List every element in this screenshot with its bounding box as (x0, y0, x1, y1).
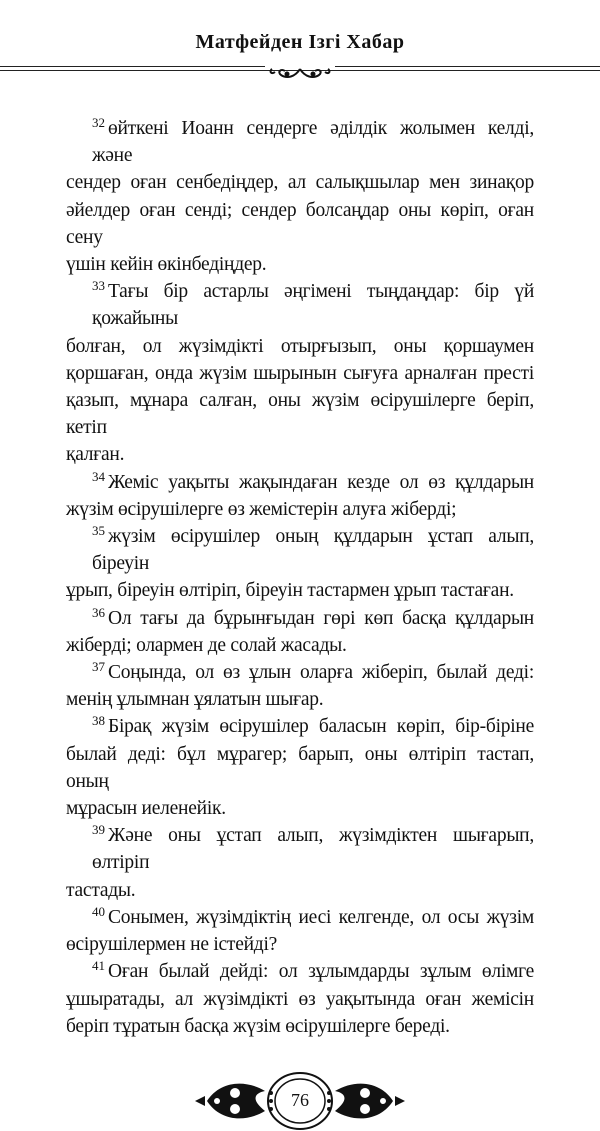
header-ornament-icon (265, 63, 335, 83)
page-body (66, 115, 534, 1131)
verse-line (66, 931, 534, 958)
verse-line (66, 197, 534, 251)
verse-line (66, 387, 534, 441)
verse-number: 38 (92, 713, 105, 729)
verse-line-text: Ол тағы да бұрынғыдан гөрі көп басқа құлдарын (108, 607, 534, 629)
verse-line-text: Соңында, ол өз ұлын оларға жіберіп, былай деді: (108, 662, 534, 684)
verse-number: 40 (92, 903, 105, 919)
verse-line (66, 469, 534, 496)
verse-line (66, 822, 534, 876)
verse-line (66, 958, 534, 985)
verse-line (66, 251, 534, 278)
verse-line (66, 441, 534, 468)
verse-line-text: қалған. (66, 444, 125, 466)
verse-line-text: Оған былай дейді: ол зұлымдарды зұлым өлімге (108, 961, 534, 983)
verse-line-text: тастады. (66, 879, 136, 901)
verse-line-text: ұшыратады, ал жүзімдікті өз уақытында оған жемісін (66, 988, 534, 1010)
verse-line (66, 115, 534, 169)
verse-line (66, 986, 534, 1013)
verse-line (66, 795, 534, 822)
verse-line-text: Бірақ жүзім өсірушілер баласын көріп, бір-біріне (108, 716, 534, 738)
verse-line (66, 713, 534, 740)
verse-line (66, 577, 534, 604)
verse-line-text: әйелдер оған сенді; сендер болсаңдар оны көріп, оған сену (66, 199, 534, 248)
verse-line (66, 632, 534, 659)
verse-line (66, 904, 534, 931)
verse-line-text: беріп тұратын басқа жүзім өсірушілерге береді. (66, 1015, 450, 1037)
verse-line-text: Және оны ұстап алып, жүзімдіктен шығарып, өлтіріп (92, 825, 534, 874)
verse-line-text: қазып, мұнара салған, оны жүзім өсірушілерге беріп, кетіп (66, 390, 534, 439)
verse-line-text: Жеміс уақыты жақындаған кезде ол өз құлдарын (108, 471, 534, 493)
verse-number: 37 (92, 659, 105, 675)
page-number: 76 (291, 1089, 309, 1110)
verse-line-text: болған, ол жүзімдікті отырғызып, оны қоршаумен (66, 335, 534, 357)
verse-line (66, 496, 534, 523)
verse-line (66, 741, 534, 795)
verse-line (66, 1013, 534, 1040)
verse-text (66, 115, 534, 1040)
verse-line-text: жүзім өсірушілерге өз жемістерін алуға жіберді; (66, 498, 457, 520)
verse-line (66, 278, 534, 332)
verse-line (66, 333, 534, 360)
verse-number: 34 (92, 468, 105, 484)
verse-line-text: үшін кейін өкінбедіңдер. (66, 254, 267, 276)
verse-line-text: Тағы бір астарлы әңгімені тыңдаңдар: бір үй қожайыны (92, 281, 534, 330)
verse-line (66, 659, 534, 686)
verse-line (66, 877, 534, 904)
running-header-title: Матфейден Ізгі Хабар (195, 31, 405, 53)
verse-number: 41 (92, 958, 105, 974)
verse-line (66, 523, 534, 577)
verse-line (66, 169, 534, 196)
verse-line (66, 360, 534, 387)
verse-line-text: қоршаған, онда жүзім шырынын сығуға арналған престі (66, 362, 534, 384)
verse-line (66, 605, 534, 632)
verse-line (66, 686, 534, 713)
verse-line-text: ұрып, біреуін өлтіріп, біреуін тастармен ұрып тастаған. (66, 580, 514, 602)
verse-number: 39 (92, 822, 105, 838)
verse-line-text: өсірушілермен не істейді? (66, 934, 278, 956)
verse-line-text: мұрасын иеленейік. (66, 798, 226, 820)
verse-line-text: жіберді; олармен де солай жасады. (66, 634, 347, 656)
page-footer (195, 1071, 405, 1131)
verse-line-text: жүзім өсірушілер оның құлдарын ұстап алып, біреуін (92, 526, 534, 575)
verse-number: 36 (92, 604, 105, 620)
verse-number: 32 (92, 115, 105, 130)
verse-line-text: өйткені Иоанн сендерге әділдік жолымен келді, және (92, 118, 534, 167)
verse-number: 35 (92, 523, 105, 539)
verse-line-text: былай деді: бұл мұрагер; барып, оны өлтіріп тастап, оның (66, 743, 534, 792)
verse-line-text: менің ұлымнан ұялатын шығар. (66, 689, 324, 711)
verse-line-text: сендер оған сенбедіңдер, ал салықшылар мен зинақор (66, 172, 534, 194)
verse-number: 33 (92, 278, 105, 294)
verse-line-text: Сонымен, жүзімдіктің иесі келгенде, ол осы жүзім (108, 906, 534, 928)
